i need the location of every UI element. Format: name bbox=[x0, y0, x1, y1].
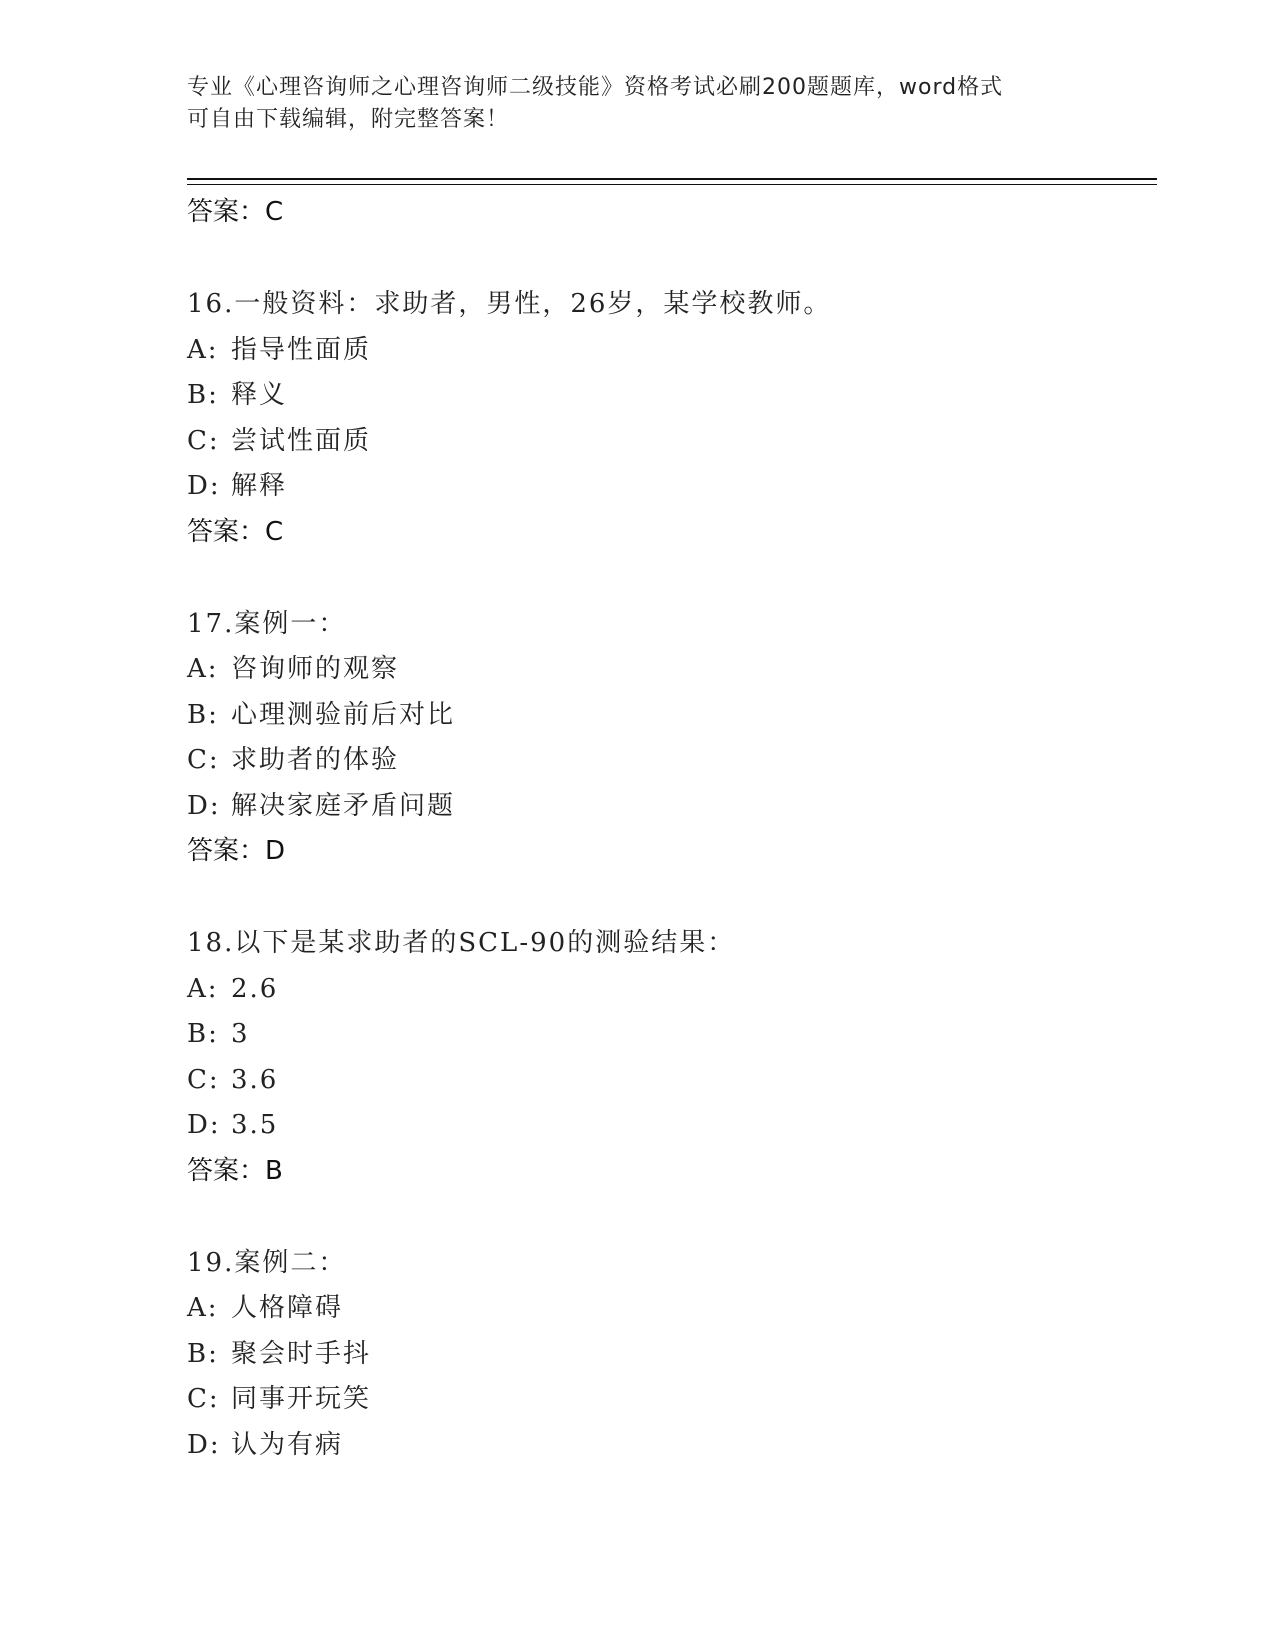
option-a bbox=[187, 647, 1147, 693]
option-letter: C: bbox=[187, 1384, 220, 1414]
option-text: 咨询师的观察 bbox=[231, 654, 400, 684]
option-b bbox=[187, 373, 1147, 419]
option-letter: D: bbox=[187, 790, 221, 821]
question-stem: 16.一般资料：求助者，男性，26岁，某学校教师。 bbox=[187, 289, 832, 319]
question-item bbox=[187, 602, 1147, 875]
question-item bbox=[187, 282, 1147, 555]
option-text: 指导性面质 bbox=[231, 334, 372, 365]
option-text: 释义 bbox=[231, 380, 288, 410]
question-stem: 18.以下是某求助者的SCL-90的测验结果： bbox=[187, 928, 736, 958]
option-text: 2.6 bbox=[231, 973, 279, 1004]
option-d bbox=[187, 464, 1147, 510]
option-a bbox=[187, 328, 1147, 374]
option-text: 人格障碍 bbox=[231, 1293, 344, 1323]
option-text: 3 bbox=[231, 1019, 250, 1049]
answer-label: 答案：C bbox=[187, 197, 284, 227]
option-text: 3.6 bbox=[231, 1064, 279, 1095]
question-list bbox=[187, 190, 1147, 1468]
option-letter: A: bbox=[187, 334, 219, 365]
option-letter: D: bbox=[187, 1429, 221, 1460]
option-c bbox=[187, 419, 1147, 465]
option-letter: B: bbox=[187, 1338, 219, 1369]
option-d bbox=[187, 784, 1147, 830]
option-letter: C: bbox=[187, 745, 220, 775]
option-letter: A: bbox=[187, 1293, 219, 1323]
option-letter: D: bbox=[187, 1110, 221, 1140]
option-c bbox=[187, 738, 1147, 784]
option-text: 求助者的体验 bbox=[231, 745, 400, 775]
option-text: 聚会时手抖 bbox=[231, 1338, 372, 1369]
header-line-1: 专业《心理咨询师之心理咨询师二级技能》资格考试必刷200题题库，word格式 bbox=[187, 75, 1004, 100]
header-rule-thick bbox=[187, 178, 1157, 180]
option-text: 解决家庭矛盾问题 bbox=[231, 790, 456, 821]
option-text: 同事开玩笑 bbox=[231, 1384, 372, 1414]
option-text: 认为有病 bbox=[231, 1429, 344, 1460]
question-stem: 19.案例二： bbox=[187, 1247, 347, 1278]
question-stem: 17.案例一： bbox=[187, 608, 347, 639]
question-item bbox=[187, 1241, 1147, 1469]
option-text: 尝试性面质 bbox=[231, 425, 372, 456]
option-letter: B: bbox=[187, 699, 219, 730]
option-letter: B: bbox=[187, 1019, 219, 1049]
document-header bbox=[187, 72, 1087, 136]
answer-label: 答案：D bbox=[187, 836, 286, 866]
answer-label: 答案：B bbox=[187, 1155, 283, 1186]
option-text: 解释 bbox=[231, 471, 288, 501]
option-b bbox=[187, 1012, 1147, 1058]
answer-label: 答案：C bbox=[187, 516, 284, 547]
option-c bbox=[187, 1058, 1147, 1104]
option-text: 3.5 bbox=[231, 1110, 279, 1140]
option-letter: C: bbox=[187, 425, 220, 456]
option-letter: B: bbox=[187, 380, 219, 410]
option-a bbox=[187, 1286, 1147, 1332]
option-b bbox=[187, 693, 1147, 739]
option-a bbox=[187, 967, 1147, 1013]
option-b bbox=[187, 1332, 1147, 1378]
header-rule-thin bbox=[187, 184, 1157, 185]
option-letter: C: bbox=[187, 1064, 220, 1095]
question-item bbox=[187, 921, 1147, 1194]
option-letter: D: bbox=[187, 471, 221, 501]
option-d bbox=[187, 1103, 1147, 1149]
header-line-2: 可自由下载编辑，附完整答案！ bbox=[187, 107, 510, 132]
option-letter: A: bbox=[187, 654, 219, 684]
option-d bbox=[187, 1423, 1147, 1469]
option-c bbox=[187, 1377, 1147, 1423]
option-text: 心理测验前后对比 bbox=[231, 699, 456, 730]
option-letter: A: bbox=[187, 973, 219, 1004]
